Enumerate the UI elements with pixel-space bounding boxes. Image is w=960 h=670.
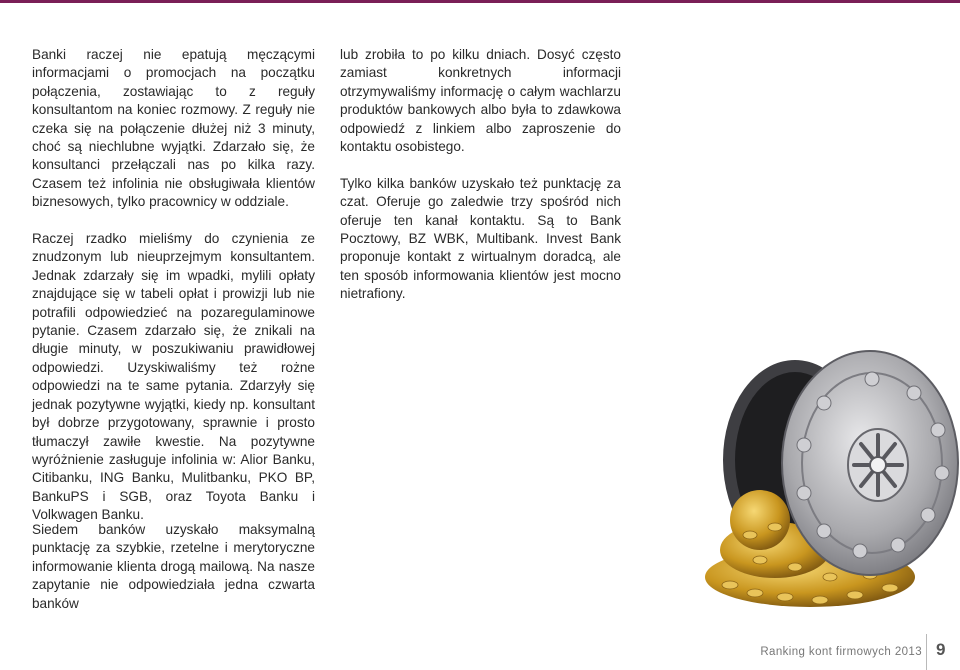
text-column-right [340, 46, 621, 304]
paragraph-email: Siedem banków uzyskało maksymalną punktację za szybkie, rzetelne i merytoryczne informowanie klienta drogą mailową. Na nasze zapytanie nie odpowiedziała jedna czwarta banków [32, 522, 315, 611]
text-column-left [32, 46, 315, 525]
top-accent-rule [0, 0, 960, 3]
paragraph-czat: Tylko kilka banków uzyskało też punktację za czat. Oferuje go zaledwie trzy spośród nich oferuje ten kanał kontaktu. Są to Bank Pocztowy, BZ WBK, Multibank. Invest Bank proponuje kontakt z wirtualnym doradcą, ale ten sposób informowania klientów jest mocno nietrafiony. [340, 175, 621, 302]
page-number: 9 [936, 640, 946, 659]
paragraph-infolinia-intro: Banki raczej nie epatują męczącymi informacjami o promocjach na początku połączenia, zostawiając to z reguły konsultantom na koniec rozmowy. Z reguły nie czeka się na połączenie dłużej niż 3 minuty, choć są niechlubne wyjątki. Zdarzało się, że konsultanci przełączali nas po kilka razy. Czasem też infolinia nie obsługiwała klientów biznesowych, tylko pracownicy w oddziale. [32, 47, 315, 210]
bank-vault-coins-icon [700, 345, 960, 620]
paragraph-konsultanci: Raczej rzadko mieliśmy do czynienia ze znudzonym lub nieuprzejmym konsultantem. Jednak zdarzały się im wpadki, mylili opłaty znajdujące się w tabeli opłat i prowizji lub nie potrafili odpowiedzieć na pozaregulaminowe pytanie. Czasem zdarzało się, że znikali na długie minuty, w poszukiwaniu prawidłowej odpowiedzi. Uzyskiwaliśmy też rożne odpowiedzi na te same pytania. Zdarzyły się jednak pozytywne wyjątki, kiedy np. konsultant był dobrze przygotowany, sprawnie i prosto tłumaczył zawiłe kwestie. Na pozytywne wyróżnienie zasługuje infolinia w: Alior Banku, Citibanku, ING Banku, Mulitbanku, PKO BP, BankuPS i SGB, oraz Toyota Banku i Volkwagen Banku. [32, 231, 315, 523]
paragraph-email-continued: lub zrobiła to po kilku dniach. Dosyć często zamiast konkretnych informacji otrzymywaliśmy informację o całym wachlarzu produktów bankowych albo była to zdawkowa odpowiedź z linkiem albo zaproszenie do kontaktu osobistego. [340, 47, 621, 155]
footer-divider [926, 634, 927, 670]
text-column-left-bottom [32, 521, 315, 613]
footer-publication-title: Ranking kont firmowych 2013 [760, 646, 922, 658]
